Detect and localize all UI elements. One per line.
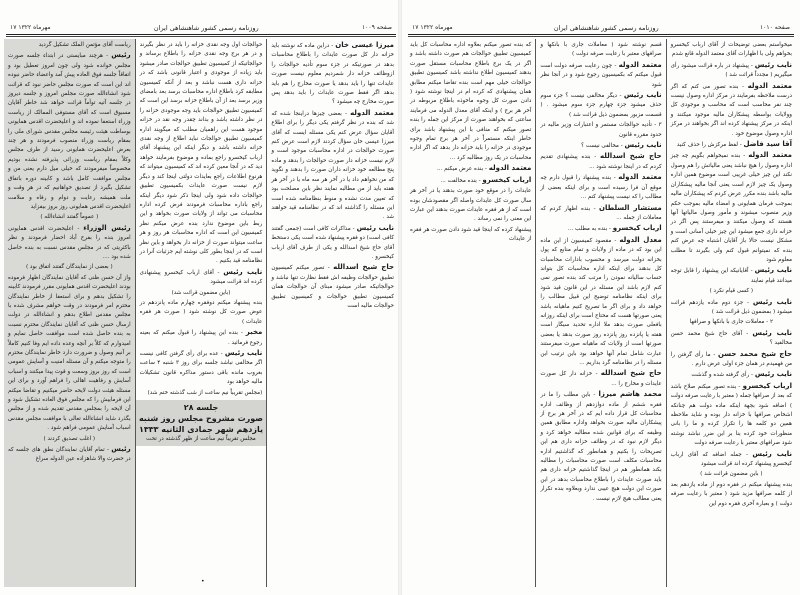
speaker-name: مستشار السلطان [599, 203, 662, 212]
paragraph-text: - رأی گرفته شده و گذشت [691, 372, 755, 379]
text-column [535, 39, 665, 587]
text-paragraph [8, 41, 131, 50]
paragraph-text: ۳ - تأدیه حوالجات مستمر و اعتبارات وزیر مالیه در حدود مقرره قانون [540, 122, 662, 138]
header-rule-thin [6, 36, 396, 37]
speech-paragraph [671, 151, 792, 265]
speech-paragraph [540, 224, 661, 234]
text-paragraph [671, 41, 792, 60]
page-number: صفحه ۱۰۱۰ [759, 24, 790, 31]
speaker-name: نایب رئیس [754, 266, 792, 275]
paragraph-text: بنده پیشنهاد میکنم دوفقره چهارم ماده پانزدهم در عوض صورت کل نوشته شود ( صورت هر فقره عایدات ) [139, 299, 263, 325]
speech-paragraph [540, 204, 661, 224]
paragraph-text: - عده برای رأی گرفتن کافی نیست اگر مخالفی نباشد جلسه برای روز ۳ شنبه ۴ ساعت بغروب مانده باقی دستور مذاکره قانون تشکیلات مالیه خواهد بود [139, 351, 263, 386]
paragraph-text: قسم نوشته شود ( معاملات جاری با بانکها و صرافهای معتبر با رعایت صرفه دولت ) [540, 42, 662, 58]
paragraph-text: - لفظ مرکزش را حذف کنید [676, 142, 744, 149]
text-paragraph [671, 470, 792, 479]
session-title-line2: یازدهم شهر جمادی الثانیه ۱۳۳۳ [138, 425, 264, 435]
speech-paragraph [271, 109, 394, 223]
paragraph-text: بنده پیشنهاد میکنم در فقره دوم از ماده یازدهم بعد از کلمه صرافها مزید شود ( معتبر با رعایت صرفه دولت ) و بعبارة آخری فقره دوم این [670, 481, 792, 507]
page-header [406, 22, 796, 33]
speaker-name: نایب رئیس [623, 91, 662, 100]
speaker-name: محمد هاشم میرزا [598, 390, 662, 399]
paragraph-text: - بنده به مطلب ... [567, 226, 613, 233]
text-paragraph [140, 289, 263, 298]
paragraph-text: - چون رعایت صرفه دولت است قبول میکنم که بکمیسیون رجوع شود و در آنجا نظر شود [540, 62, 662, 88]
speaker-name: رئیس [111, 445, 131, 454]
text-paragraph [671, 481, 792, 509]
speaker-name: نایب رئیس [752, 449, 792, 458]
speech-paragraph [140, 268, 263, 288]
speaker-name: معدل الدوله [619, 235, 662, 244]
text-paragraph [410, 187, 531, 225]
session-number: جلسه ۲۸ [183, 403, 219, 413]
paragraph-text: - بنده مخالفت ... [440, 177, 483, 184]
paragraph-text: - آقای ارباب کیخسرو پیشنهادی کرده اند قرائت میشود [139, 269, 263, 286]
paragraph-text: - دیگر مخالفی نیست ؟ جزء سوم حذف میشود جزء چهارم جزء سوم میشود . ( قسمت مزبور بمضمون ذیل قرائت شد ) [540, 93, 662, 118]
speaker-name: نایب رئیس [752, 297, 792, 306]
paragraph-text: - جمله اضافه که آقای ارباب کیخسرو پیشنهاد کرده اند قرائت میشود [670, 451, 792, 468]
speech-paragraph [140, 328, 263, 348]
paragraph-text: واز آن حسن ظنی که آقایان نمایندگان اظهار فرموده بودند اعلیحضرت اقدس همایونی مقرر فرمودند کابینه را تشکیل بدهم و برای استعفا از خاطر نمایندگان محترم امر فرمودند در وقت خواهم مشرف شده با مجلس مقدس اطلاع بدهم و انشاءالله در دولت ارسال حسن ظنی که آقایان نمایندگان محترم نسبت به بنده حاصل شده است موافقت حاصل نمایم و امیدوارم که کلاً بر آنچه وعده داده ایم وفا کنیم کاملاً بر آنیم وصول و ضرورت دارد خاطر نمایندگان محترم را متوجه میکنم و آن مسئله امنیت و آسایش عمومی است که روز بروز وسعت و قوت پیدا میکنند و اسباب آسایش و رفاهیت اهالی را فراهم آورد و برای این مسئله هیئت دولت لایحه حاضر میکنیم و تقاضا میکنم این فرماییش را که مجلس فوق العاده تشکیل شود و آن لایحه را بمجلس مقدس تقدیم شده و از مجلس بگذرد شاید انشاءالله تعالی با موافقت مجلس مقدس اسباب آسایش عمومی فراهم شود . [7, 274, 131, 432]
text-paragraph [8, 263, 131, 272]
paragraph-text: - اعلیحضرت اقدس همایونی امروز بنده را بفرح آباد احضار فرمودند و نظر باکثریتی که در مجلس مقدس نسبت به بنده حاصل شده بود .... [7, 225, 131, 260]
speech-paragraph [540, 61, 661, 90]
speaker-name: آقا سید فاضل [743, 140, 792, 149]
speech-paragraph [140, 349, 263, 388]
paragraph-text: - بنده این پیشنهاد را قبول میکنم که بعینه رجوع فرمائید . [139, 330, 263, 346]
paragraph-text: - آقای حاج شیخ محمد حسن مخالفید ؟ [670, 330, 792, 347]
speaker-name: ارباب کیخسرو [482, 175, 532, 184]
speaker-name: رئیس الوزراء [83, 223, 131, 232]
page-header [4, 22, 398, 33]
speech-paragraph [540, 390, 661, 504]
page-date: ۱۷ مهرماه ۱۳۲۲ [10, 24, 51, 31]
paragraph-text: ( کسی قیام نکرد ) [709, 288, 754, 295]
speaker-name: معتمد الدوله [747, 81, 792, 90]
paragraph-text: - آقایانیکه این پیشنهاد را قابل توجه میدانند قیام نمایند [670, 268, 792, 284]
paragraph-text: - بنده پیشنهادی تقدیم کردم که در اینجا نوشته شود ... [540, 154, 662, 170]
paragraph-text: - جزء دوم ماده یازدهم قرائت میشود ( بمضمون ذیل قرائت شد ) [670, 299, 792, 315]
paragraph-text: - بنده عرض میکنم ... [436, 166, 489, 173]
speech-paragraph [8, 445, 131, 465]
speaker-name: حاج شیخ اسدالله [333, 263, 394, 272]
speaker-name: رئیس [111, 51, 131, 60]
text-paragraph [671, 318, 792, 327]
text-paragraph [540, 41, 661, 60]
paragraph-text: - بنده تصور میکنم صلاح باشد که بعد از صرافها جمله ( معتبر با رعایت صرفه دولت ) اضافه شود بجهة اینکه ماده دولت هم چنانکه اشخاص صرافها با خزانه دار بوده و شاید ملاحظه همین دو کلمه ها را تکرار کرده و ما را بانی منظورات خود کرده بنا بر این ضرر نباشد نوشته شود صرافهای معتبر با رعایت صرفه دولت [670, 383, 792, 447]
header-rule [6, 34, 396, 35]
paragraph-text: - بنده اظهار کردم که معاملات از جمله ... [540, 205, 662, 221]
speech-paragraph [540, 141, 661, 151]
speaker-name: حاج شیخ محمد حسن [717, 349, 792, 358]
paragraph-text: - دراین ماده که نوشته باید خزانه دار کل صورت عایدات را باطلاع محاسبات بدهد در صورتیکه در جزء سوم تأدیه حوالجات را ازوظائف خزانه دار شمردیم معلوم نیست صورت عایدات تنها را باید بدهد یا صورت مخارج را هم باید بدهد اگر فقط صورت عایدات را باید بدهد پس صورت مخارج چه میشود ؟ [271, 43, 394, 106]
speaker-name: حاج شیخ اسدالله [599, 152, 662, 161]
column-group [4, 39, 398, 587]
speaker-name: حاج شیخ اسدالله [600, 369, 662, 378]
speaker-name: نایب رئیس [754, 370, 792, 379]
paragraph-text: - بنده تصور می کنم که اگر درست ملاحظه بفرمایند در مرکز اداره وصول نیست چند نفر محاسب است که محاسب و موجودی کل وولایات بواسطه پیشکاران مالیه موجود میکنند و اینکه در مرکز پیشنهاد کرده اند اگر بخواهند در مرکز اداره وصول موضوع خود . [670, 83, 792, 137]
paragraph-text: عایدات را در موقع خود صورت بدهند یا در آخر هر سال صورت کل عایدات واصله اگر مقصودشان بوده است که از هر فقره عایدات صورت بدهند این عبارت این معنی را نمی رساند . [410, 188, 532, 223]
speaker-name: نایب رئیس [752, 328, 792, 337]
speech-paragraph [671, 370, 792, 380]
page-number: صفحه ۱۰۰۹ [361, 24, 392, 31]
speech-paragraph [410, 176, 531, 186]
header-rule [408, 34, 794, 35]
speech-paragraph [540, 369, 661, 389]
speech-paragraph [671, 82, 792, 139]
paragraph-text: - مذاکرات کافی است (جمعی گفتند کافی است) دو فقره پیشنهاد شده است یکی دستخط آقای حاج شیخ اسدالله و یکی از طرف آقای ارباب کیخسرو . [271, 225, 394, 260]
speech-paragraph [540, 236, 661, 369]
paragraph-text: - باین مطلب را ما در فقره ششم از ماده دوازدهم از وظائف اداره محاسبات کل قرار داده ایم که در آخر هر برج از پیشکاران مالیه صورت بخواهد واداره مطابق همین وظیفه که برای قوانین شده مطالبه خواهد کرد و دیگر لازم نبود که در وظائف خزانه داری هم این تصریحات را بکنیم و همانطور که گذاشتیم اداره محاسبات مکلف است صورت محاسبات را مطالبه بکند همانطور هم در اینجا گذاشتیم خزانه داری هم باید صورت عایدات را باطلاع محاسبات بدهد در این صورت این دولت هیچ عیبی ندارد وبعلاوه بنده تکرار یعنی مطالب هیچ لازم نیست . [540, 392, 662, 502]
speaker-name: معتمد الدوله [748, 151, 792, 160]
speech-paragraph [671, 450, 792, 470]
paragraph-text: ۲ - معاملات جاری با بانکها و صرافها [689, 319, 773, 326]
speech-paragraph [271, 263, 394, 311]
speaker-name: ارباب کیخسرو [742, 381, 792, 390]
text-paragraph [540, 121, 661, 140]
paragraph-text: - ما رأی گرفتن را من فهمیدم در همان جزء اولی عرض دارم . [670, 351, 792, 367]
speaker-name: معتمد الدوله [618, 60, 662, 69]
speech-paragraph [671, 350, 792, 370]
paragraph-text: حوالجات اول وجه نقدی خزانه را باید در نظر بگیرند و در هر برج وجه نقدی خزانه را باطلاع برساند و حوالجاتیکه از کمیسیون تطبیق حوالجات صادر میشود باید زیاده از موجودی و اعتبار قانونی باشد که در خزانه داری هست نباشد و بعد از آنکه کمیسیون مطابقه کرد باطلاع اداره محاسبات برسد بعد بامضای وزیر برسد بعد از آن باطلاع خزانه برسد این است که کمیسیون تطبیق حوالجات باید وجه موجودی خزانه را در نظر داشته باشد و بداند چقدر وجه نقد در خزانه موجود هست این راهمیان مطلب که میگویند اداره کمیسیون تطبیق حوالجات نباید اطلاع از وجه نقدی خزانه داشته باشد و دیگر اینکه این پیشنهاد آقای ارباب کیخسرو راجع بماده و موضوع بفرمایند خواهد دید که در آنجا معین کرده اند که کمیسیون میتواند که هرنوع اطلاعات راجع بعایدات دولتی اینجا کند و دیگر لازم نیست صورت عایدات بکمیسیون تطبیق حوالجات داده شود ولی اینجا ذکر شود دیگر اینکه راجع باداره محاسبات فرمودند فرض کرده اداره محاسبات می تواند از ولایات صورت بخواهد و این ربط باین موضوع ندارد بنده عرض میکنم نظر کمیسیون این است که اداره محاسبات هر روز و هر ساعت میتواند صورت از خزانه دار بخواهد و باین نظر است که در اینجا بطور کلی نوشته ایم جزئیات آنرا در نظامنامه قید بکنیم . [139, 42, 263, 265]
speaker-name: معتمد الدوله [488, 164, 532, 173]
speaker-name: نایب رئیس [224, 349, 263, 357]
text-paragraph [8, 274, 131, 434]
text-paragraph [8, 213, 131, 222]
text-column [4, 39, 135, 587]
text-paragraph [140, 389, 263, 398]
session-heading-box [136, 400, 267, 446]
speaker-name: میرزا عیسی خان [335, 41, 395, 49]
publication-title: روزنامه رسمی کشور شاهنشاهی ایران [553, 23, 659, 32]
speech-paragraph [540, 91, 661, 120]
column-group [406, 39, 796, 587]
footer-dot: • [201, 578, 205, 585]
speech-paragraph [671, 298, 792, 318]
text-paragraph [671, 287, 792, 296]
paragraph-text: پیشنهاد کرده که اینجا قید شود دادن صورت هر فقره از عایدات [410, 226, 532, 243]
speech-paragraph [271, 224, 394, 263]
publication-title: روزنامه رسمی کشور شاهنشاهی ایران [153, 23, 259, 32]
paragraph-text: - پیشنهاد در باره قرائت میشود رأی میگیریم ( مجدداً قرائت شد ) [670, 62, 792, 79]
paragraph-text: - تصور میکنم کمیسیون تطبیق حوالجات وظیفه اش فقط نظارت تنها نباشد و حوالجاتیکه صادر میشود مبنای آن حوالجات همان کمیسیون تطبیق حوالجات و کمیسیون تطبیق حوالجات مالیه است [271, 265, 394, 309]
paragraph-text: ( بعضی از نمایندگان گفتند اتفاق بود ) [25, 264, 113, 271]
paragraph-text: - هرچند مبایستی در ابتداء جلسه صورت مجلس خوانده شود ولی چون امروز تعطیل بود و اتفاقاً جلسه فوق العاده پیش آمد واعضاء حاضر نبوده اند این است که صورت مجلس حاضر نبود که قرائت شود انشاءالله صورت مجلس امروز و جلسه دیروز در جلسه آتیه توأماً قرائت خواهد شد خاطر آقایان مسبوق است که آقای مستوفی الممالک از ریاست وزراء استعفا نموده اند و اعلیحضرت اقدس همایونی بوساطت هیئت رئیسه مجلس مقدس شورای ملی را بمقام ریاست وزراء منصوب فرمودند و هر چند بعرض اعلیحضرت همایونی رسید از طرف مجلس وکلاً بمقام ریاست وزرائی پذیرفته نشده بودیم مخصوصاً میفرمودند که خیلی میل دارم یعنی من و مجلس موافقت کامل باشد و کابینه دوره باتفاق تشکیل بگیرد از تصدیق خواهانیم که در هر وقت و ملت همیشه رعایت و دوام و رفاه و سلامت اعلیحضرت اقدس همایونی روز بروز بیفزاید [7, 53, 131, 210]
paragraph-text: - بنده پیشنهاد را قبول دارم چه موقع آن فرا رسیده است و برای اینکه بعضی از مطالب را که نیست پیشنهاد کنم ... [540, 175, 662, 201]
text-paragraph [140, 299, 263, 327]
paragraph-text: ریاست آقای مؤتمن الملک تشکیل گردید [38, 42, 131, 48]
speech-paragraph [410, 164, 531, 174]
header-rule-thin [408, 36, 794, 37]
paragraph-text: - بنده نمیخواهم بگویم چه چیز اداره وصول را هیچ نباشد یعنی مالیاتش را هم وصول نکند این چیز خیلی غریبی است موضوع همین اداره وصول یک چیز لازم است یعنی آنجا مالیه پیشکاران مالیه باشد بنده مکرر عرض کردم که پیشکاران مالیه بموجب فرمان همایونی و امضاء مالیه بموجب حکم وزیر منصوب میشوند و مأمور وصول مالیاتها آنها هستند که وصول میکنند و میفرستند پس اگر در خزانه داری جمع میشود این چیز خیلی آسانی است و مشکل نیست حالا باز آقایان اشتباه چه عرض کنم بنده که نمیتوانم قبول کنم ولی بگیرند تا مطلب معلوم شود [670, 153, 792, 263]
paragraph-text: میخواستم بعضی توضیحات از آقای ارباب کیخسرو بخواهم ولی با اظهارات آقای معتمد الدوله قانع شدم [670, 42, 792, 58]
session-opening: مجلس تقریباً نیم ساعت از ظهر گذشته در تحت [146, 436, 256, 443]
speaker-name: ارباب کیخسرو [612, 224, 662, 233]
speech-paragraph [671, 266, 792, 286]
speaker-name: معتمد الدوله [618, 173, 662, 182]
speaker-name: نایب رئیس [223, 267, 263, 276]
speech-paragraph [671, 61, 792, 81]
page-date: ۱۷ مهرماه ۱۳۲۲ [412, 24, 453, 31]
paragraph-text: که بنده تصور میکنم بعلاوه اداره محاسبات کل باید کمیسیون تطبیق حوالجات هم صورت داشته باشد و اگر در یک برج باطلاع محاسبات مستقل صورت بدهند کمیسیون اطلاع نداشته باشد کمیسیون تطبیق حوالجات خیلی مهم است بنده تقاضا میکنم مطابق همان پیشنهادی که کرده ام در اینجا نوشته شود ( دادن صورت کل وجوه ماخوذه باطلاع مربوطه در آخر هر برج ) و اینکه آقای معدل الدوله می فرمایند ساعتی که بخواهند صورت از مرکز این جمله را بنده تصور میکنم که منافی با این پیشنهاد باشد برای خاطر اینکه مستمراً در آخر هر برج تمام وجوه موجودی در خزانه را باید خزانه دار بدهد که اگر اداره محاسبات در یک روز مطالبه کرد ... [410, 42, 532, 161]
text-paragraph [410, 226, 531, 245]
speech-paragraph [540, 152, 661, 172]
right-page [400, 0, 800, 595]
text-paragraph [8, 435, 131, 444]
speaker-name: نایب رئیس [624, 141, 662, 150]
paragraph-text: ( اغلب تصدیق کردند ) [43, 435, 96, 442]
text-column [135, 39, 267, 587]
speech-paragraph [271, 41, 394, 108]
text-paragraph [410, 41, 531, 163]
paragraph-text: - بعضی چیزها دراینجا شده که شد که بنده در نظر گرفتم یکی دیگر را برای اطلاع آقایان سؤال عرض کنم یکی مسئله ایست که آقای میرزا عیسی خان سؤال کردند لازم است عرض کنم صورت حوالجات در اداره محاسبات موجود است و لازم نیست خزانه دار صورت حوالجات را بدهد و ماده پنج مطالعه خود خزانه داران صورت را بدهند و نگوید که من نخواهم داد یا در آخر هر سه ماه یا در آخر هر هفته باید از من مطالبه نمایند نظر باین مصلحت بود که تعیین مدت نشده و منوط بنظامنامه شده است این مسئله را گذاشته اند که در نظامنامه قید خواهند شد . [271, 110, 394, 221]
speech-paragraph [8, 224, 131, 263]
speaker-name: مخبر [245, 328, 263, 337]
paragraph-text: ( باین مضمون قرائت شد ) [700, 471, 763, 478]
paragraph-text: (مجلس تقریباً نیم ساعت از شب گذشته ختم شد) [147, 389, 263, 396]
text-column [666, 39, 796, 587]
paragraph-text: - خزانه دار کل صورت عایدات و مخارج را ... [540, 371, 662, 387]
speaker-name: نایب رئیس [754, 60, 792, 69]
speech-paragraph [8, 51, 131, 212]
speaker-name: نایب رئیس [356, 223, 394, 232]
speech-paragraph [540, 173, 661, 202]
paragraph-text: ( عموماً گفتند انشاءالله ) [40, 214, 99, 221]
speech-paragraph [671, 382, 792, 449]
paragraph-text: - مقصود کمیسیون از این ماده این بود که در ماده از ولایات و تمام منابع که پول بخزانه دولت میرسد و محسوب بادارات محاسبات کل بدهند برای اینکه اداره محاسبات کل بتواند حساب سالیانه نمودن را مرتب کند بنده تصور نمی کنم لازم باشد این مسئله در این قانون قید شود برای اینکه نظامنامه توضیح این قبیل مطالب را خواهد داد و برای اگر ما تصریح کنیم ماهیانه باشد یعنی صورتها هست که محتاج است برای اینکه روزانه بافعلی صورت بدهد ملا اداره تحدید سیگار است هفته یا پانزده روز پانزده روز صورت بدهد یا بعضی صورتها است از ولایات که ماهیانه صورت میفرستند عبارت شامل تمام آنها خواهد بود باین ترتیب این مسئله را در نظامنامه گرد بداریم ... [540, 237, 662, 366]
session-title-line1: صورت مشروح مجلس روز شنبه [138, 414, 264, 424]
text-column [266, 39, 398, 587]
speech-paragraph [671, 329, 792, 349]
speaker-name: معتمد الدوله [350, 108, 394, 117]
speech-paragraph [671, 140, 792, 150]
paragraph-text: (باین مضمون قرائت شد) [171, 289, 231, 296]
paragraph-text: - مخالفی نیست ؟ [581, 143, 625, 150]
text-paragraph [140, 41, 263, 267]
paragraph-text: - تمام آقایان نمایندگان نطق های جلسه که در حضرت والا شاهزاده عین الدوله سراغ [7, 447, 131, 463]
text-column [406, 39, 535, 587]
